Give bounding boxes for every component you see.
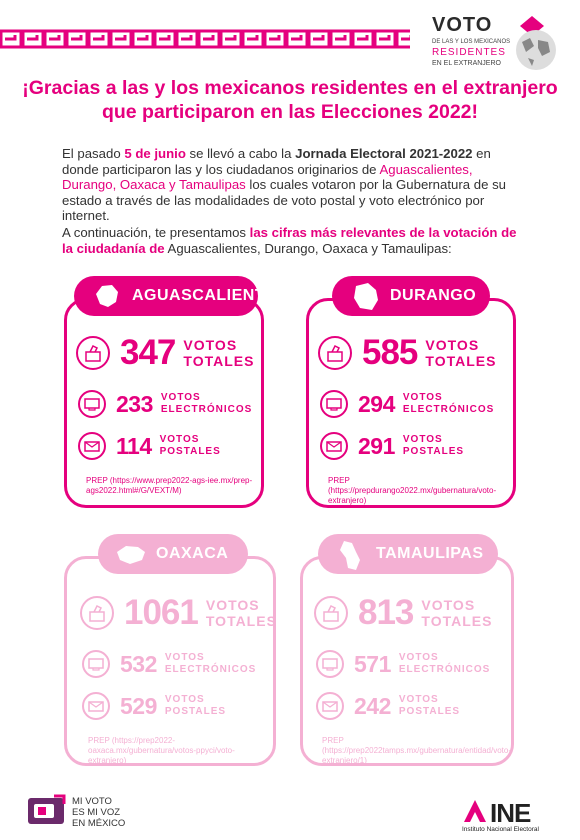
voto-extranjero-logo — [432, 14, 572, 74]
prep-source-link[interactable]: PREP (https://www.prep2022-ags-iee.mx/prep-ags2022.html#/G/VEXT/M) — [86, 476, 253, 495]
ballot-box-icon — [314, 596, 348, 630]
postal-votes-row — [316, 692, 460, 720]
ine-logo — [462, 798, 572, 834]
ine-subtitle: Instituto Nacional Electoral — [462, 826, 539, 833]
electronic-label: VOTOS ELECTRÓNICOS — [160, 392, 253, 415]
brand-line1: DE LAS Y LOS MEXICANOS — [432, 39, 511, 45]
intro-text: los cuales votaron por la Gubernatura de su estado a través de las modalidades de voto postal y voto electrónico por internet. — [62, 177, 506, 223]
state-name: AGUASCALIENTES — [132, 287, 288, 304]
ine-emblem-icon — [462, 798, 488, 824]
state-tab — [318, 534, 498, 574]
total-votes-row — [76, 333, 255, 372]
prep-source-link[interactable]: PREP (https://prep2022-oaxaca.mx/gubernatura/votos-ppyci/voto-extranjero) — [88, 736, 235, 765]
electronic-label: VOTOS ELECTRÓNICOS — [398, 652, 491, 675]
electronic-votes-row — [82, 650, 256, 678]
electronic-votes-row — [78, 390, 252, 418]
decorative-border-pattern — [0, 28, 410, 50]
intro-text: en donde participaron las y los ciudadanos originarios de — [62, 146, 491, 177]
electronic-value: 571 — [354, 650, 391, 677]
intro-text: Aguascalientes, Durango, Oaxaca y Tamaulipas: — [164, 240, 452, 256]
intro-text: El pasado — [62, 146, 125, 161]
ine-wordmark: INE — [490, 798, 531, 828]
state-list: Aguascalientes, Durango, Oaxaca y Tamaulipas — [62, 161, 473, 192]
electronic-value: 532 — [120, 650, 157, 677]
intro-paragraph-2 — [62, 225, 522, 256]
electronic-vote-icon — [320, 390, 348, 418]
ballot-box-icon — [318, 336, 352, 370]
total-votes-row — [314, 593, 493, 632]
ballot-box-icon — [76, 336, 110, 370]
page-headline: ¡Gracias a las y los mexicanos residentes en el extranjero que participaron en las Elecciones 2022! — [22, 77, 558, 123]
state-tab — [332, 276, 490, 316]
prep-source-link[interactable]: PREP (https://prep2022tamps.mx/gubernatura/entidad/voto-extranjero/1) — [322, 736, 511, 765]
total-votes-row — [318, 333, 497, 372]
postal-vote-icon — [78, 432, 106, 460]
state-map-icon — [348, 280, 382, 314]
total-label: VOTOS TOTALES — [183, 337, 255, 369]
state-tab — [98, 534, 248, 574]
postal-vote-icon — [320, 432, 348, 460]
election-date: 5 de junio — [124, 146, 186, 161]
state-name: OAXACA — [156, 545, 229, 562]
electronic-vote-icon — [78, 390, 106, 418]
state-tab — [74, 276, 288, 316]
postal-votes-row — [82, 692, 226, 720]
postal-label: VOTOS POSTALES — [159, 434, 221, 457]
state-map-icon — [334, 538, 368, 574]
postal-vote-icon — [82, 692, 110, 720]
electronic-vote-icon — [316, 650, 344, 678]
highlight-text: las cifras más relevantes de la votación de la ciudadanía de — [62, 225, 517, 256]
intro-text: se llevó a cabo la — [185, 146, 296, 161]
postal-vote-icon — [316, 692, 344, 720]
postal-value: 114 — [116, 432, 152, 459]
brand-line3: EN EL EXTRANJERO — [432, 60, 501, 67]
election-name: Jornada Electoral 2021-2022 — [295, 146, 473, 161]
postal-value: 291 — [358, 432, 395, 459]
mi-voto-campaign-logo — [26, 792, 176, 832]
total-value: 585 — [362, 333, 418, 372]
postal-votes-row — [78, 432, 221, 460]
ballot-globe-icon — [504, 12, 568, 76]
state-name: DURANGO — [390, 287, 477, 304]
electronic-value: 233 — [116, 390, 153, 417]
postal-votes-row — [320, 432, 464, 460]
intro-paragraph-1 — [62, 146, 522, 224]
postal-value: 529 — [120, 692, 157, 719]
state-map-icon — [114, 538, 148, 570]
total-value: 1061 — [124, 593, 198, 632]
total-votes-row — [80, 593, 277, 632]
brand-line2: RESIDENTES — [432, 47, 506, 58]
intro-text: A continuación, te presentamos — [62, 225, 250, 240]
campaign-logo-icon — [26, 794, 68, 830]
prep-source-link[interactable]: PREP (https://prepdurango2022.mx/gubernatura/voto-extranjero) — [328, 476, 497, 505]
postal-value: 242 — [354, 692, 391, 719]
electronic-label: VOTOS ELECTRÓNICOS — [164, 652, 257, 675]
total-label: VOTOS TOTALES — [205, 597, 277, 629]
total-label: VOTOS TOTALES — [425, 337, 497, 369]
electronic-votes-row — [320, 390, 494, 418]
electronic-vote-icon — [82, 650, 110, 678]
postal-label: VOTOS POSTALES — [164, 694, 227, 717]
state-name: TAMAULIPAS — [376, 545, 484, 562]
total-value: 347 — [120, 333, 176, 372]
total-label: VOTOS TOTALES — [421, 597, 493, 629]
campaign-slogan: MI VOTO ES MI VOZ EN MÉXICO — [72, 796, 126, 829]
electronic-votes-row — [316, 650, 490, 678]
postal-label: VOTOS POSTALES — [402, 434, 465, 457]
postal-label: VOTOS POSTALES — [398, 694, 461, 717]
brand-title: VOTO — [432, 14, 493, 36]
total-value: 813 — [358, 593, 414, 632]
ballot-box-icon — [80, 596, 114, 630]
state-map-icon — [90, 280, 124, 312]
electronic-label: VOTOS ELECTRÓNICOS — [402, 392, 495, 415]
electronic-value: 294 — [358, 390, 395, 417]
